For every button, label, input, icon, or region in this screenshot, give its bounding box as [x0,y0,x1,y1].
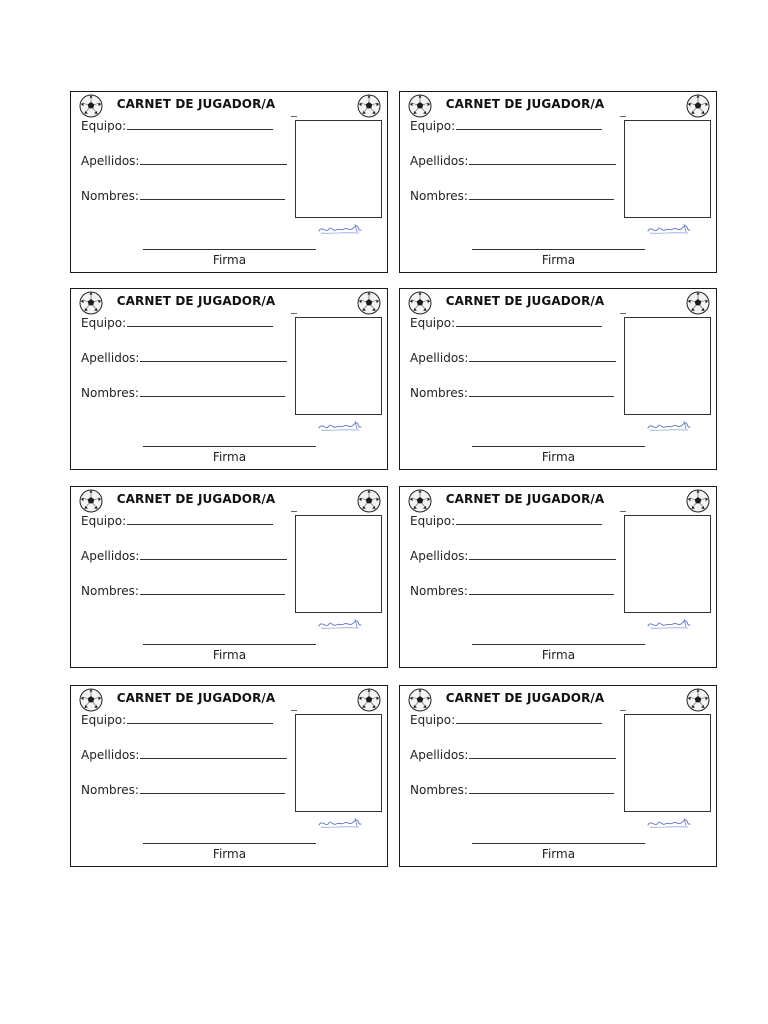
soccer-ball-icon [357,688,381,712]
team-line[interactable] [127,513,273,525]
photo-box[interactable] [295,120,382,218]
photo-box[interactable] [624,317,711,415]
signature-line[interactable] [143,446,316,447]
names-label: Nombres: [410,189,468,203]
surname-label: Apellidos: [410,748,469,762]
card-title: CARNET DE JUGADOR/A [445,294,605,308]
soccer-ball-icon [686,688,710,712]
soccer-ball-icon [408,489,432,513]
names-line[interactable] [140,188,285,200]
names-label: Nombres: [410,584,468,598]
player-card-7 [70,685,388,867]
photo-box[interactable] [295,515,382,613]
names-field[interactable] [81,385,285,400]
surname-line[interactable] [140,747,287,759]
signature-line[interactable] [143,843,316,844]
signature-label: Firma [541,648,576,662]
names-field[interactable] [410,583,614,598]
photo-box[interactable] [624,714,711,812]
surname-line[interactable] [140,548,287,560]
card-title: CARNET DE JUGADOR/A [445,691,605,705]
signature-label: Firma [541,253,576,267]
surname-field[interactable] [410,548,616,563]
surname-field[interactable] [81,350,287,365]
soccer-ball-icon [686,489,710,513]
player-card-3 [70,288,388,470]
team-line[interactable] [456,513,602,525]
signature-label: Firma [212,648,247,662]
photo-box[interactable] [295,714,382,812]
soccer-ball-icon [686,291,710,315]
card-title: CARNET DE JUGADOR/A [445,97,605,111]
names-label: Nombres: [81,783,139,797]
team-label: Equipo: [410,713,456,727]
team-field[interactable] [410,118,602,133]
team-label: Equipo: [81,316,127,330]
soccer-ball-icon [79,291,103,315]
names-line[interactable] [140,583,285,595]
names-label: Nombres: [81,189,139,203]
team-label: Equipo: [410,514,456,528]
team-field[interactable] [81,315,273,330]
names-line[interactable] [140,782,285,794]
names-line[interactable] [469,188,614,200]
card-title: CARNET DE JUGADOR/A [116,97,276,111]
team-label: Equipo: [81,119,127,133]
soccer-ball-icon [408,291,432,315]
signature-stamp-icon [317,222,363,236]
surname-label: Apellidos: [410,154,469,168]
soccer-ball-icon [79,489,103,513]
surname-label: Apellidos: [81,549,140,563]
names-label: Nombres: [81,584,139,598]
team-field[interactable] [410,315,602,330]
player-card-6 [399,486,717,668]
signature-line[interactable] [472,249,645,250]
team-line[interactable] [127,712,273,724]
surname-label: Apellidos: [81,154,140,168]
soccer-ball-icon [79,94,103,118]
player-card-1 [70,91,388,273]
surname-line[interactable] [469,548,616,560]
team-label: Equipo: [410,316,456,330]
signature-stamp-icon [646,617,692,631]
signature-line[interactable] [472,843,645,844]
signature-stamp-icon [646,816,692,830]
signature-line[interactable] [472,644,645,645]
signature-line[interactable] [143,644,316,645]
card-title: CARNET DE JUGADOR/A [116,492,276,506]
names-field[interactable] [81,583,285,598]
player-card-2 [399,91,717,273]
signature-line[interactable] [472,446,645,447]
signature-stamp-icon [317,419,363,433]
team-line[interactable] [127,118,273,130]
names-field[interactable] [81,782,285,797]
surname-field[interactable] [410,153,616,168]
team-label: Equipo: [410,119,456,133]
surname-field[interactable] [81,747,287,762]
player-card-8 [399,685,717,867]
surname-label: Apellidos: [81,748,140,762]
names-field[interactable] [410,385,614,400]
team-field[interactable] [410,712,602,727]
names-label: Nombres: [81,386,139,400]
photo-corner-mark [620,313,626,314]
signature-stamp-icon [646,222,692,236]
signature-stamp-icon [646,419,692,433]
signature-label: Firma [212,847,247,861]
surname-line[interactable] [469,350,616,362]
photo-box[interactable] [624,515,711,613]
surname-label: Apellidos: [410,351,469,365]
photo-box[interactable] [295,317,382,415]
team-field[interactable] [81,118,273,133]
surname-line[interactable] [140,153,287,165]
names-field[interactable] [81,188,285,203]
names-line[interactable] [469,782,614,794]
card-title: CARNET DE JUGADOR/A [116,294,276,308]
team-line[interactable] [456,712,602,724]
surname-line[interactable] [140,350,287,362]
surname-field[interactable] [410,350,616,365]
photo-corner-mark [620,511,626,512]
photo-corner-mark [291,710,297,711]
team-line[interactable] [127,315,273,327]
soccer-ball-icon [408,94,432,118]
signature-label: Firma [212,450,247,464]
photo-corner-mark [620,710,626,711]
player-card-4 [399,288,717,470]
surname-label: Apellidos: [410,549,469,563]
team-line[interactable] [456,118,602,130]
team-field[interactable] [81,712,273,727]
signature-label: Firma [541,450,576,464]
card-title: CARNET DE JUGADOR/A [116,691,276,705]
photo-corner-mark [291,511,297,512]
surname-line[interactable] [469,747,616,759]
names-label: Nombres: [410,386,468,400]
photo-box[interactable] [624,120,711,218]
soccer-ball-icon [357,291,381,315]
card-title: CARNET DE JUGADOR/A [445,492,605,506]
team-field[interactable] [81,513,273,528]
names-line[interactable] [140,385,285,397]
soccer-ball-icon [357,489,381,513]
signature-label: Firma [541,847,576,861]
player-card-5 [70,486,388,668]
surname-field[interactable] [410,747,616,762]
team-label: Equipo: [81,514,127,528]
team-line[interactable] [456,315,602,327]
surname-field[interactable] [81,153,287,168]
team-label: Equipo: [81,713,127,727]
names-field[interactable] [410,782,614,797]
photo-corner-mark [620,116,626,117]
names-line[interactable] [469,385,614,397]
soccer-ball-icon [79,688,103,712]
names-label: Nombres: [410,783,468,797]
team-field[interactable] [410,513,602,528]
names-field[interactable] [410,188,614,203]
soccer-ball-icon [357,94,381,118]
signature-label: Firma [212,253,247,267]
photo-corner-mark [291,116,297,117]
soccer-ball-icon [408,688,432,712]
signature-stamp-icon [317,816,363,830]
signature-stamp-icon [317,617,363,631]
surname-line[interactable] [469,153,616,165]
photo-corner-mark [291,313,297,314]
surname-field[interactable] [81,548,287,563]
names-line[interactable] [469,583,614,595]
soccer-ball-icon [686,94,710,118]
signature-line[interactable] [143,249,316,250]
surname-label: Apellidos: [81,351,140,365]
